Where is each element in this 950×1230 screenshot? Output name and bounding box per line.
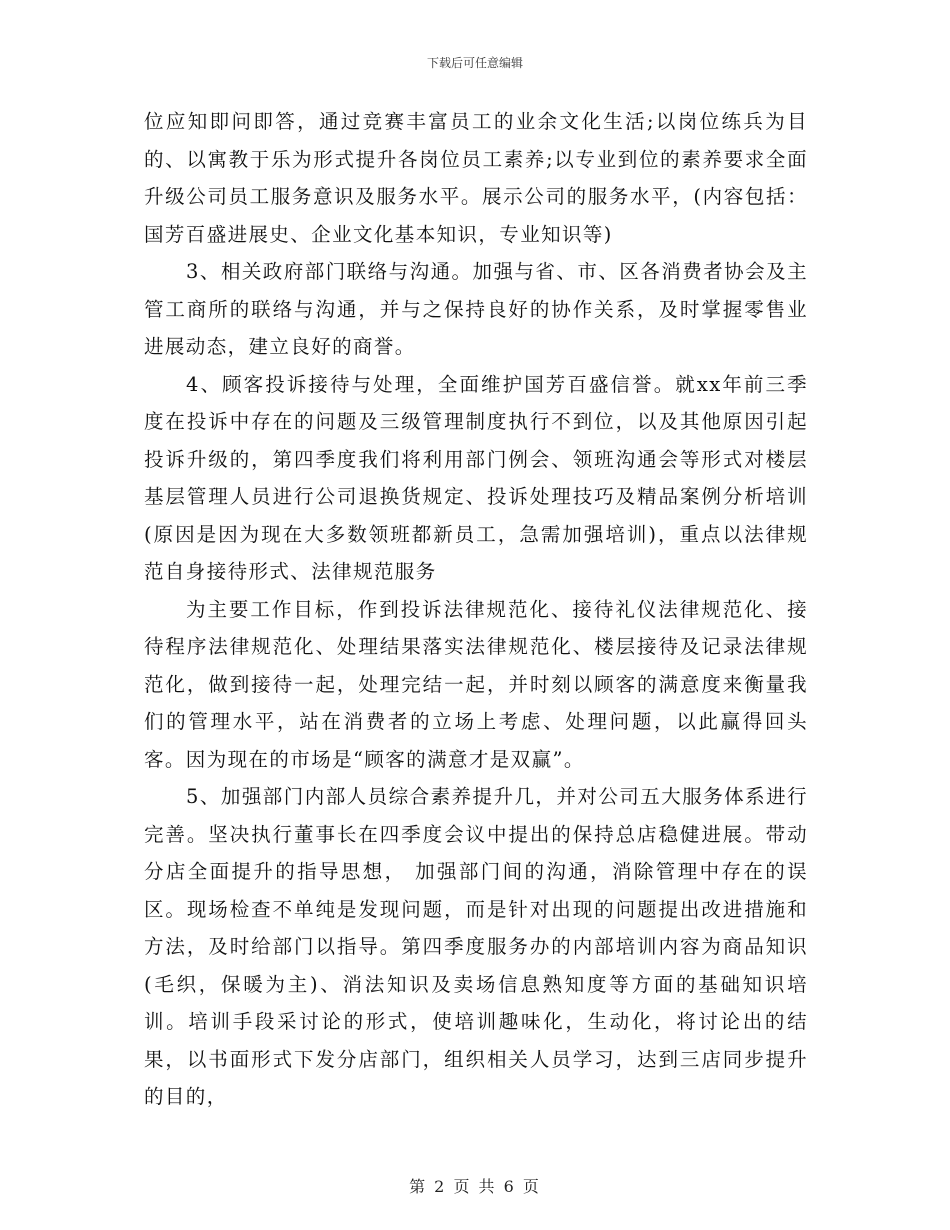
page-header: 下载后可任意编辑 [426, 56, 523, 70]
document-body [144, 103, 808, 1116]
paragraph-1: 位应知即问即答，通过竞赛丰富员工的业余文化生活;以岗位练兵为目的、以寓教于乐为形式提升各岗位员工素养;以专业到位的素养要求全面升级公司员工服务意识及服务水平。展示公司的服务水平，(内容包括：国芳百盛进展史、企业文化基本知识，专业知识等) [144, 110, 808, 246]
paragraph-4: 为主要工作目标，作到投诉法律规范化、接待礼仪法律规范化、接待程序法律规范化、处理结果落实法律规范化、楼层接待及记录法律规范化，做到接待一起，处理完结一起，并时刻以顾客的满意度来衡量我们的管理水平，站在消费者的立场上考虑、处理问题，以此赢得回头客。因为现在的市场是“顾客的满意才是双赢”。 [144, 597, 808, 771]
paragraph-2: 3、相关政府部门联络与沟通。加强与省、市、区各消费者协会及主管工商所的联络与沟通，并与之保持良好的协作关系，及时掌握零售业进展动态，建立良好的商誉。 [144, 260, 808, 358]
page-number: 第 2 页 共 6 页 [409, 1177, 541, 1196]
paragraph-3: 4、顾客投诉接待与处理，全面维护国芳百盛信誉。就xx年前三季度在投诉中存在的问题及三级管理制度执行不到位，以及其他原因引起投诉升级的，第四季度我们将利用部门例会、领班沟通会等形式对楼层基层管理人员进行公司退换货规定、投诉处理技巧及精品案例分析培训(原因是因为现在大多数领班都新员工，急需加强培训)，重点以法律规范自身接待形式、法律规范服务 [144, 372, 808, 583]
paragraph-5: 5、加强部门内部人员综合素养提升几，并对公司五大服务体系进行完善。坚决执行董事长在四季度会议中提出的保持总店稳健进展。带动分店全面提升的指导思想， 加强部门间的沟通，消除管理中存在的误区。现场检查不单纯是发现问题，而是针对出现的问题提出改进措施和方法，及时给部门以指导。第四季度服务办的内部培训内容为商品知识(毛织，保暖为主)、消法知识及卖场信息熟知度等方面的基础知识培训。培训手段采讨论的形式，使培训趣味化，生动化，将讨论出的结果，以书面形式下发分店部门，组织相关人员学习，达到三店同步提升的目的， [144, 785, 808, 1108]
